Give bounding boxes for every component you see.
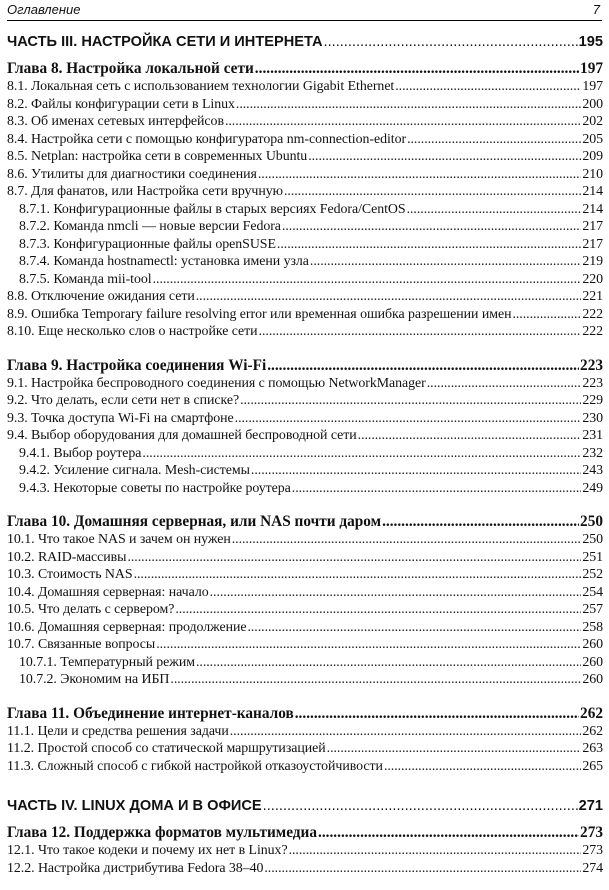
toc-section-entry[interactable] [7,842,603,860]
dot-leader [318,823,579,842]
toc-entry-title: ЧАСТЬ III. НАСТРОЙКА СЕТИ И ИНТЕРНЕТА [7,34,323,50]
toc-entry-title: 8.7.2. Команда nmcli — новые версии Fedora [19,219,281,234]
toc-entry-page-number: 209 [582,149,603,164]
toc-entry-title: 8.2. Файлы конфигурации сети в Linux [7,96,235,112]
toc-chapter-entry[interactable] [7,512,603,531]
toc-entry-page-number: 274 [582,860,603,876]
dot-leader [134,566,582,584]
toc-entry-title: 8.10. Еще несколько слов о настройке сети [7,324,258,339]
toc-section-entry[interactable] [7,566,603,584]
toc-entry-title: 9.4.2. Усиление сигнала. Mesh-системы [19,463,250,478]
toc-sub-entry[interactable] [7,201,603,219]
dot-leader [235,410,582,428]
toc-entry-page-number: 229 [582,393,603,408]
toc-entry-page-number: 263 [582,741,603,756]
toc-entry-title: 10.7. Связанные вопросы [7,637,156,652]
toc-spacer [7,816,603,823]
toc-sub-entry[interactable] [7,253,603,271]
toc-entry-title: 8.8. Отключение ожидания сети [7,289,195,304]
toc-entry-title: 10.6. Домашняя серверная: продолжение [7,619,247,635]
toc-section-entry[interactable] [7,375,603,393]
toc-entry-title: 8.7.4. Команда hostnamectl: установка имени узла [19,254,309,269]
toc-sub-entry[interactable] [7,654,603,672]
toc-entry-title: 10.7.2. Экономим на ИБП [19,672,170,687]
dot-leader [255,59,579,78]
toc-section-entry[interactable] [7,288,603,306]
toc-entry-page-number: 262 [580,704,603,722]
toc-entry-page-number: 271 [578,798,603,814]
dot-leader [230,723,582,741]
dot-leader [284,183,581,201]
toc-entry-title: 8.9. Ошибка Temporary failure resolving error или временная ошибка разрешении имен [7,306,512,322]
toc-part-entry[interactable] [7,32,603,52]
dot-leader [308,148,581,166]
toc-entry-title: 8.3. Об именах сетевых интерфейсов [7,114,224,129]
toc-section-entry[interactable] [7,860,603,878]
toc-entry-title: 9.4.1. Выбор роутера [19,445,142,461]
toc-entry-title: 10.7.1. Температурный режим [19,654,195,670]
toc-sub-entry[interactable] [7,671,603,689]
toc-entry-page-number: 221 [582,289,603,304]
toc-entry-title: 9.3. Точка доступа Wi-Fi на смартфоне [7,410,234,426]
toc-entry-page-number: 260 [582,672,603,687]
dot-leader [127,549,581,567]
toc-entry-page-number: 232 [582,445,603,461]
dot-leader [292,480,582,498]
toc-entry-page-number: 202 [582,114,603,129]
dot-leader [210,584,582,602]
toc-entry-page-number: 214 [582,184,603,199]
toc-entry-title: 11.3. Сложный способ с гибкой настройкой отказоустойчивости [7,758,383,774]
toc-spacer [7,341,603,356]
toc-section-entry[interactable] [7,392,603,410]
dot-leader [142,445,581,463]
toc-section-entry[interactable] [7,183,603,201]
toc-entry-page-number: 273 [580,824,603,841]
toc-section-entry[interactable] [7,410,603,428]
dot-leader [427,375,582,393]
toc-spacer [7,775,603,796]
dot-leader [407,201,582,219]
dot-leader [251,462,581,480]
running-header-title: Оглавление [7,2,81,17]
toc-entry-page-number: 257 [582,602,603,617]
toc-entry-page-number: 230 [582,410,603,426]
toc-entry-title: 9.1. Настройка беспроводного соединения с помощью NetworkManager [7,375,426,391]
dot-leader [196,654,581,672]
dot-leader [175,601,581,619]
dot-leader [310,253,581,271]
toc-sub-entry[interactable] [7,445,603,463]
dot-leader [264,860,581,878]
toc-entry-title: 8.7. Для фанатов, или Настройка сети вручную [7,184,283,199]
table-of-contents [7,32,603,877]
toc-entry-title: 8.7.1. Конфигурационные файлы в старых версиях Fedora/CentOS [19,201,406,217]
dot-leader [153,271,582,289]
dot-leader [358,427,582,445]
toc-section-entry[interactable] [7,723,603,741]
toc-entry-page-number: 260 [582,654,603,670]
toc-section-entry[interactable] [7,636,603,654]
toc-entry-title: 10.2. RAID-массивы [7,549,127,565]
dot-leader [407,131,581,149]
toc-section-entry[interactable] [7,306,603,324]
toc-entry-title: Глава 9. Настройка соединения Wi-Fi [7,356,267,374]
toc-section-entry[interactable] [7,549,603,567]
toc-sub-entry[interactable] [7,462,603,480]
toc-sub-entry[interactable] [7,236,603,254]
dot-leader [282,218,581,236]
toc-entry-title: 8.4. Настройка сети с помощью конфигуратора nm-connection-editor [7,131,407,147]
toc-entry-page-number: 214 [582,201,603,217]
toc-sub-entry[interactable] [7,218,603,236]
toc-section-entry[interactable] [7,758,603,776]
toc-sub-entry[interactable] [7,480,603,498]
toc-entry-title: 11.1. Цели и средства решения задачи [7,723,229,739]
toc-spacer [7,689,603,704]
toc-section-entry[interactable] [7,131,603,149]
toc-entry-page-number: 258 [582,619,603,635]
dot-leader [247,619,581,637]
dot-leader [236,96,581,114]
toc-entry-title: 8.6. Утилиты для диагностики соединения [7,166,257,182]
toc-section-entry[interactable] [7,113,603,131]
dot-leader [289,842,582,860]
toc-section-entry[interactable] [7,148,603,166]
toc-section-entry[interactable] [7,584,603,602]
dot-leader [324,32,578,52]
toc-chapter-entry[interactable] [7,704,603,723]
toc-entry-page-number: 222 [582,324,603,339]
toc-entry-title: 10.4. Домашняя серверная: начало [7,584,209,600]
toc-entry-page-number: 262 [582,723,603,739]
toc-section-entry[interactable] [7,78,603,96]
toc-entry-page-number: 205 [582,131,603,147]
dot-leader [512,306,581,324]
dot-leader [196,288,582,306]
toc-section-entry[interactable] [7,96,603,114]
toc-entry-page-number: 219 [582,254,603,269]
toc-section-entry[interactable] [7,531,603,549]
toc-entry-title: 9.4. Выбор оборудования для домашней беспроводной сети [7,428,357,443]
dot-leader [170,671,581,689]
toc-entry-page-number: 220 [582,271,603,287]
toc-section-entry[interactable] [7,619,603,637]
toc-entry-title: Глава 12. Поддержка форматов мультимедиа [7,824,317,841]
dot-leader [395,78,581,96]
toc-entry-title: ЧАСТЬ IV. LINUX ДОМА И В ОФИСЕ [7,798,262,814]
toc-entry-page-number: 273 [582,843,603,858]
toc-section-entry[interactable] [7,601,603,619]
dot-leader [232,531,582,549]
toc-spacer [7,497,603,512]
dot-leader [384,758,581,776]
toc-entry-page-number: 250 [582,532,603,547]
toc-chapter-entry[interactable] [7,59,603,78]
toc-entry-page-number: 197 [582,79,603,94]
toc-entry-page-number: 195 [578,34,603,50]
toc-entry-title: 10.1. Что такое NAS и зачем он нужен [7,532,231,547]
toc-entry-title: 10.5. Что делать с сервером? [7,602,175,617]
toc-entry-page-number: 231 [582,428,603,443]
toc-entry-title: 12.2. Настройка дистрибутива Fedora 38–40 [7,860,264,876]
toc-entry-page-number: 252 [582,567,603,582]
toc-entry-page-number: 223 [582,375,603,391]
toc-entry-title: 8.5. Netplan: настройка сети в современных Ubuntu [7,149,308,164]
dot-leader [156,636,581,654]
toc-entry-page-number: 210 [582,166,603,182]
toc-entry-title: 12.1. Что такое кодеки и почему их нет в Linux? [7,843,288,858]
toc-section-entry[interactable] [7,740,603,758]
toc-entry-title: Глава 11. Объединение интернет-каналов [7,704,294,722]
toc-section-entry[interactable] [7,427,603,445]
dot-leader [258,166,581,184]
toc-entry-page-number: 249 [582,480,603,496]
dot-leader [267,356,579,375]
dot-leader [295,704,579,723]
toc-entry-page-number: 223 [580,356,603,374]
dot-leader [263,796,578,816]
toc-entry-page-number: 197 [580,60,603,77]
toc-entry-title: 10.3. Стоимость NAS [7,567,133,582]
toc-entry-page-number: 251 [582,549,603,565]
toc-entry-title: 8.7.5. Команда mii-tool [19,271,152,287]
dot-leader [382,512,579,531]
running-header-page-number: 7 [592,2,600,17]
toc-part-entry[interactable] [7,796,603,816]
toc-entry-title: Глава 10. Домашняя серверная, или NAS почти даром [7,513,382,530]
dot-leader [277,236,581,254]
toc-entry-page-number: 243 [582,463,603,478]
toc-chapter-entry[interactable] [7,823,603,842]
toc-entry-page-number: 260 [582,637,603,652]
toc-entry-page-number: 265 [582,758,603,774]
toc-chapter-entry[interactable] [7,356,603,375]
toc-section-entry[interactable] [7,166,603,184]
toc-spacer [7,52,603,59]
toc-entry-title: 8.1. Локальная сеть с использованием технологии Gigabit Ethernet [7,79,395,94]
toc-entry-page-number: 217 [582,236,603,252]
toc-entry-title: 8.7.3. Конфигурационные файлы openSUSE [19,236,276,252]
dot-leader [259,323,582,341]
toc-section-entry[interactable] [7,323,603,341]
toc-entry-page-number: 250 [580,513,603,530]
running-header [7,0,602,21]
toc-sub-entry[interactable] [7,271,603,289]
dot-leader [225,113,581,131]
dot-leader [240,392,581,410]
toc-entry-page-number: 217 [582,219,603,234]
toc-entry-title: 9.2. Что делать, если сети нет в списке? [7,393,240,408]
toc-entry-title: 9.4.3. Некоторые советы по настройке роутера [19,480,291,496]
toc-entry-page-number: 222 [582,306,603,322]
toc-entry-title: Глава 8. Настройка локальной сети [7,60,254,77]
toc-entry-page-number: 200 [582,96,603,112]
dot-leader [327,740,582,758]
toc-entry-title: 11.2. Простой способ со статической маршрутизацией [7,741,326,756]
toc-entry-page-number: 254 [582,584,603,600]
